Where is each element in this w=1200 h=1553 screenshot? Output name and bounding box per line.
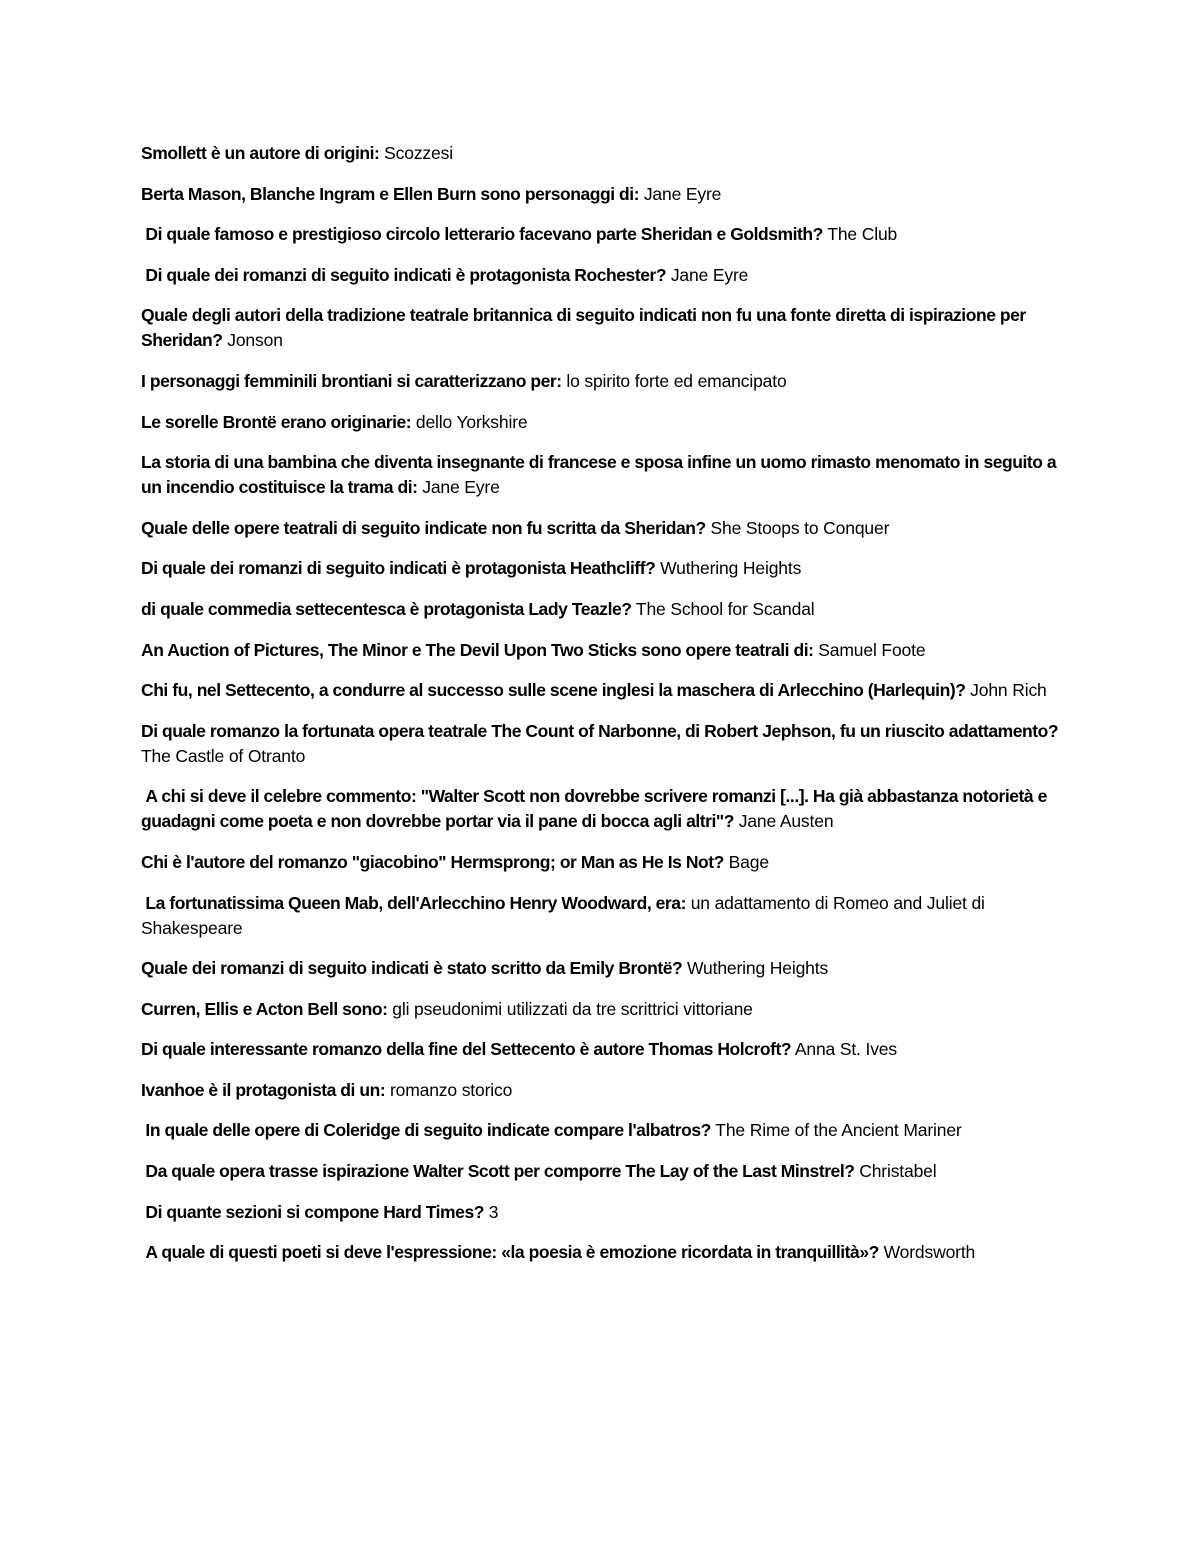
qa-item <box>141 1078 1071 1103</box>
question-text: Da quale opera trasse ispirazione Walter Scott per comporre The Lay of the Last Minstrel? <box>145 1161 855 1182</box>
question-text: In quale delle opere di Coleridge di seguito indicate compare l'albatros? <box>145 1120 711 1141</box>
answer-text: lo spirito forte ed emancipato <box>566 370 787 391</box>
answer-text: Jonson <box>227 330 283 351</box>
qa-item <box>141 1159 1071 1184</box>
qa-item <box>141 516 1071 541</box>
qa-item <box>141 1200 1071 1225</box>
question-text: A quale di questi poeti si deve l'espressione: «la poesia è emozione ricordata in tranquillità»? <box>145 1242 879 1263</box>
qa-list <box>141 141 1071 1281</box>
answer-text: The School for Scandal <box>635 598 815 619</box>
qa-item <box>141 222 1071 247</box>
qa-item <box>141 997 1071 1022</box>
answer-text: The Club <box>827 224 898 245</box>
answer-text: dello Yorkshire <box>415 411 528 432</box>
question-text: Smollett è un autore di origini: <box>141 143 380 163</box>
answer-text: Wuthering Heights <box>686 958 829 979</box>
qa-item <box>141 303 1071 353</box>
qa-item <box>141 638 1071 663</box>
question-text: Di quale romanzo la fortunata opera teatrale The Count of Narbonne, di Robert Jephson, fu un riuscito adattamento? <box>141 720 1059 741</box>
question-text: La storia di una bambina che diventa insegnante di francese e sposa infine un uomo rimasto menomato in seguito a un incendio costituisce la trama di: <box>141 452 1057 498</box>
qa-item <box>141 369 1071 394</box>
answer-text: Christabel <box>859 1161 937 1182</box>
answer-text: The Castle of Otranto <box>141 745 306 766</box>
answer-text: Scozzesi <box>384 143 453 163</box>
question-text: La fortunatissima Queen Mab, dell'Arlecchino Henry Woodward, era: <box>145 892 686 913</box>
question-text: Le sorelle Brontë erano originarie: <box>141 411 412 432</box>
answer-text: romanzo storico <box>389 1079 513 1100</box>
qa-item <box>141 182 1071 207</box>
answer-text: John Rich <box>970 680 1047 701</box>
qa-item <box>141 1240 1071 1265</box>
answer-text: Jane Eyre <box>643 183 722 204</box>
answer-text: Anna St. Ives <box>794 1039 897 1060</box>
answer-text: Jane Austen <box>738 811 834 832</box>
qa-item <box>141 956 1071 981</box>
qa-item <box>141 556 1071 581</box>
qa-item <box>141 263 1071 288</box>
question-text: Chi è l'autore del romanzo "giacobino" Hermsprong; or Man as He Is Not? <box>141 851 724 872</box>
question-text: Quale delle opere teatrali di seguito indicate non fu scritta da Sheridan? <box>141 517 706 538</box>
question-text: di quale commedia settecentesca è protagonista Lady Teazle? <box>141 598 632 619</box>
answer-text: Jane Eyre <box>422 477 500 498</box>
answer-text: un adattamento di Romeo and Juliet di Shakespeare <box>141 892 985 938</box>
answer-text: Bage <box>728 851 769 872</box>
qa-item <box>141 719 1071 769</box>
answer-text: Wordsworth <box>883 1242 976 1263</box>
answer-text: The Rime of the Ancient Mariner <box>715 1120 962 1141</box>
answer-text: Wuthering Heights <box>660 558 802 579</box>
answer-text: 3 <box>488 1201 499 1222</box>
question-text: Ivanhoe è il protagonista di un: <box>141 1079 386 1100</box>
qa-item <box>141 1118 1071 1143</box>
qa-item <box>141 784 1071 834</box>
question-text: Di quante sezioni si compone Hard Times? <box>145 1201 484 1222</box>
qa-item <box>141 450 1071 500</box>
answer-text: Jane Eyre <box>670 264 749 285</box>
question-text: Curren, Ellis e Acton Bell sono: <box>141 998 388 1019</box>
question-text: Di quale interessante romanzo della fine del Settecento è autore Thomas Holcroft? <box>141 1039 792 1060</box>
answer-text: gli pseudonimi utilizzati da tre scrittrici vittoriane <box>392 998 753 1019</box>
answer-text: She Stoops to Conquer <box>710 517 890 538</box>
question-text: Di quale dei romanzi di seguito indicati è protagonista Rochester? <box>145 264 667 285</box>
qa-item <box>141 891 1071 941</box>
qa-item <box>141 850 1071 875</box>
question-text: Di quale dei romanzi di seguito indicati è protagonista Heathcliff? <box>141 558 656 579</box>
question-text: Chi fu, nel Settecento, a condurre al successo sulle scene inglesi la maschera di Arlecchino (Harlequin)? <box>141 680 966 701</box>
qa-item <box>141 678 1071 703</box>
answer-text: Samuel Foote <box>818 639 926 660</box>
question-text: Quale dei romanzi di seguito indicati è stato scritto da Emily Brontë? <box>141 958 683 979</box>
qa-item <box>141 410 1071 435</box>
question-text: Berta Mason, Blanche Ingram e Ellen Burn sono personaggi di: <box>141 183 640 204</box>
qa-item <box>141 597 1071 622</box>
question-text: I personaggi femminili brontiani si caratterizzano per: <box>141 370 562 391</box>
qa-item <box>141 141 1071 166</box>
question-text: Di quale famoso e prestigioso circolo letterario facevano parte Sheridan e Goldsmith? <box>145 224 823 245</box>
qa-item <box>141 1037 1071 1062</box>
question-text: A chi si deve il celebre commento: "Walter Scott non dovrebbe scrivere romanzi [...]. Ha già abbastanza notorietà e guadagni come poeta e non dovrebbe portar via il pane di bocca agli altri"? <box>141 786 1047 832</box>
question-text: Quale degli autori della tradizione teatrale britannica di seguito indicati non fu una fonte diretta di ispirazione per Sheridan? <box>141 305 1026 351</box>
question-text: An Auction of Pictures, The Minor e The Devil Upon Two Sticks sono opere teatrali di: <box>141 639 814 660</box>
